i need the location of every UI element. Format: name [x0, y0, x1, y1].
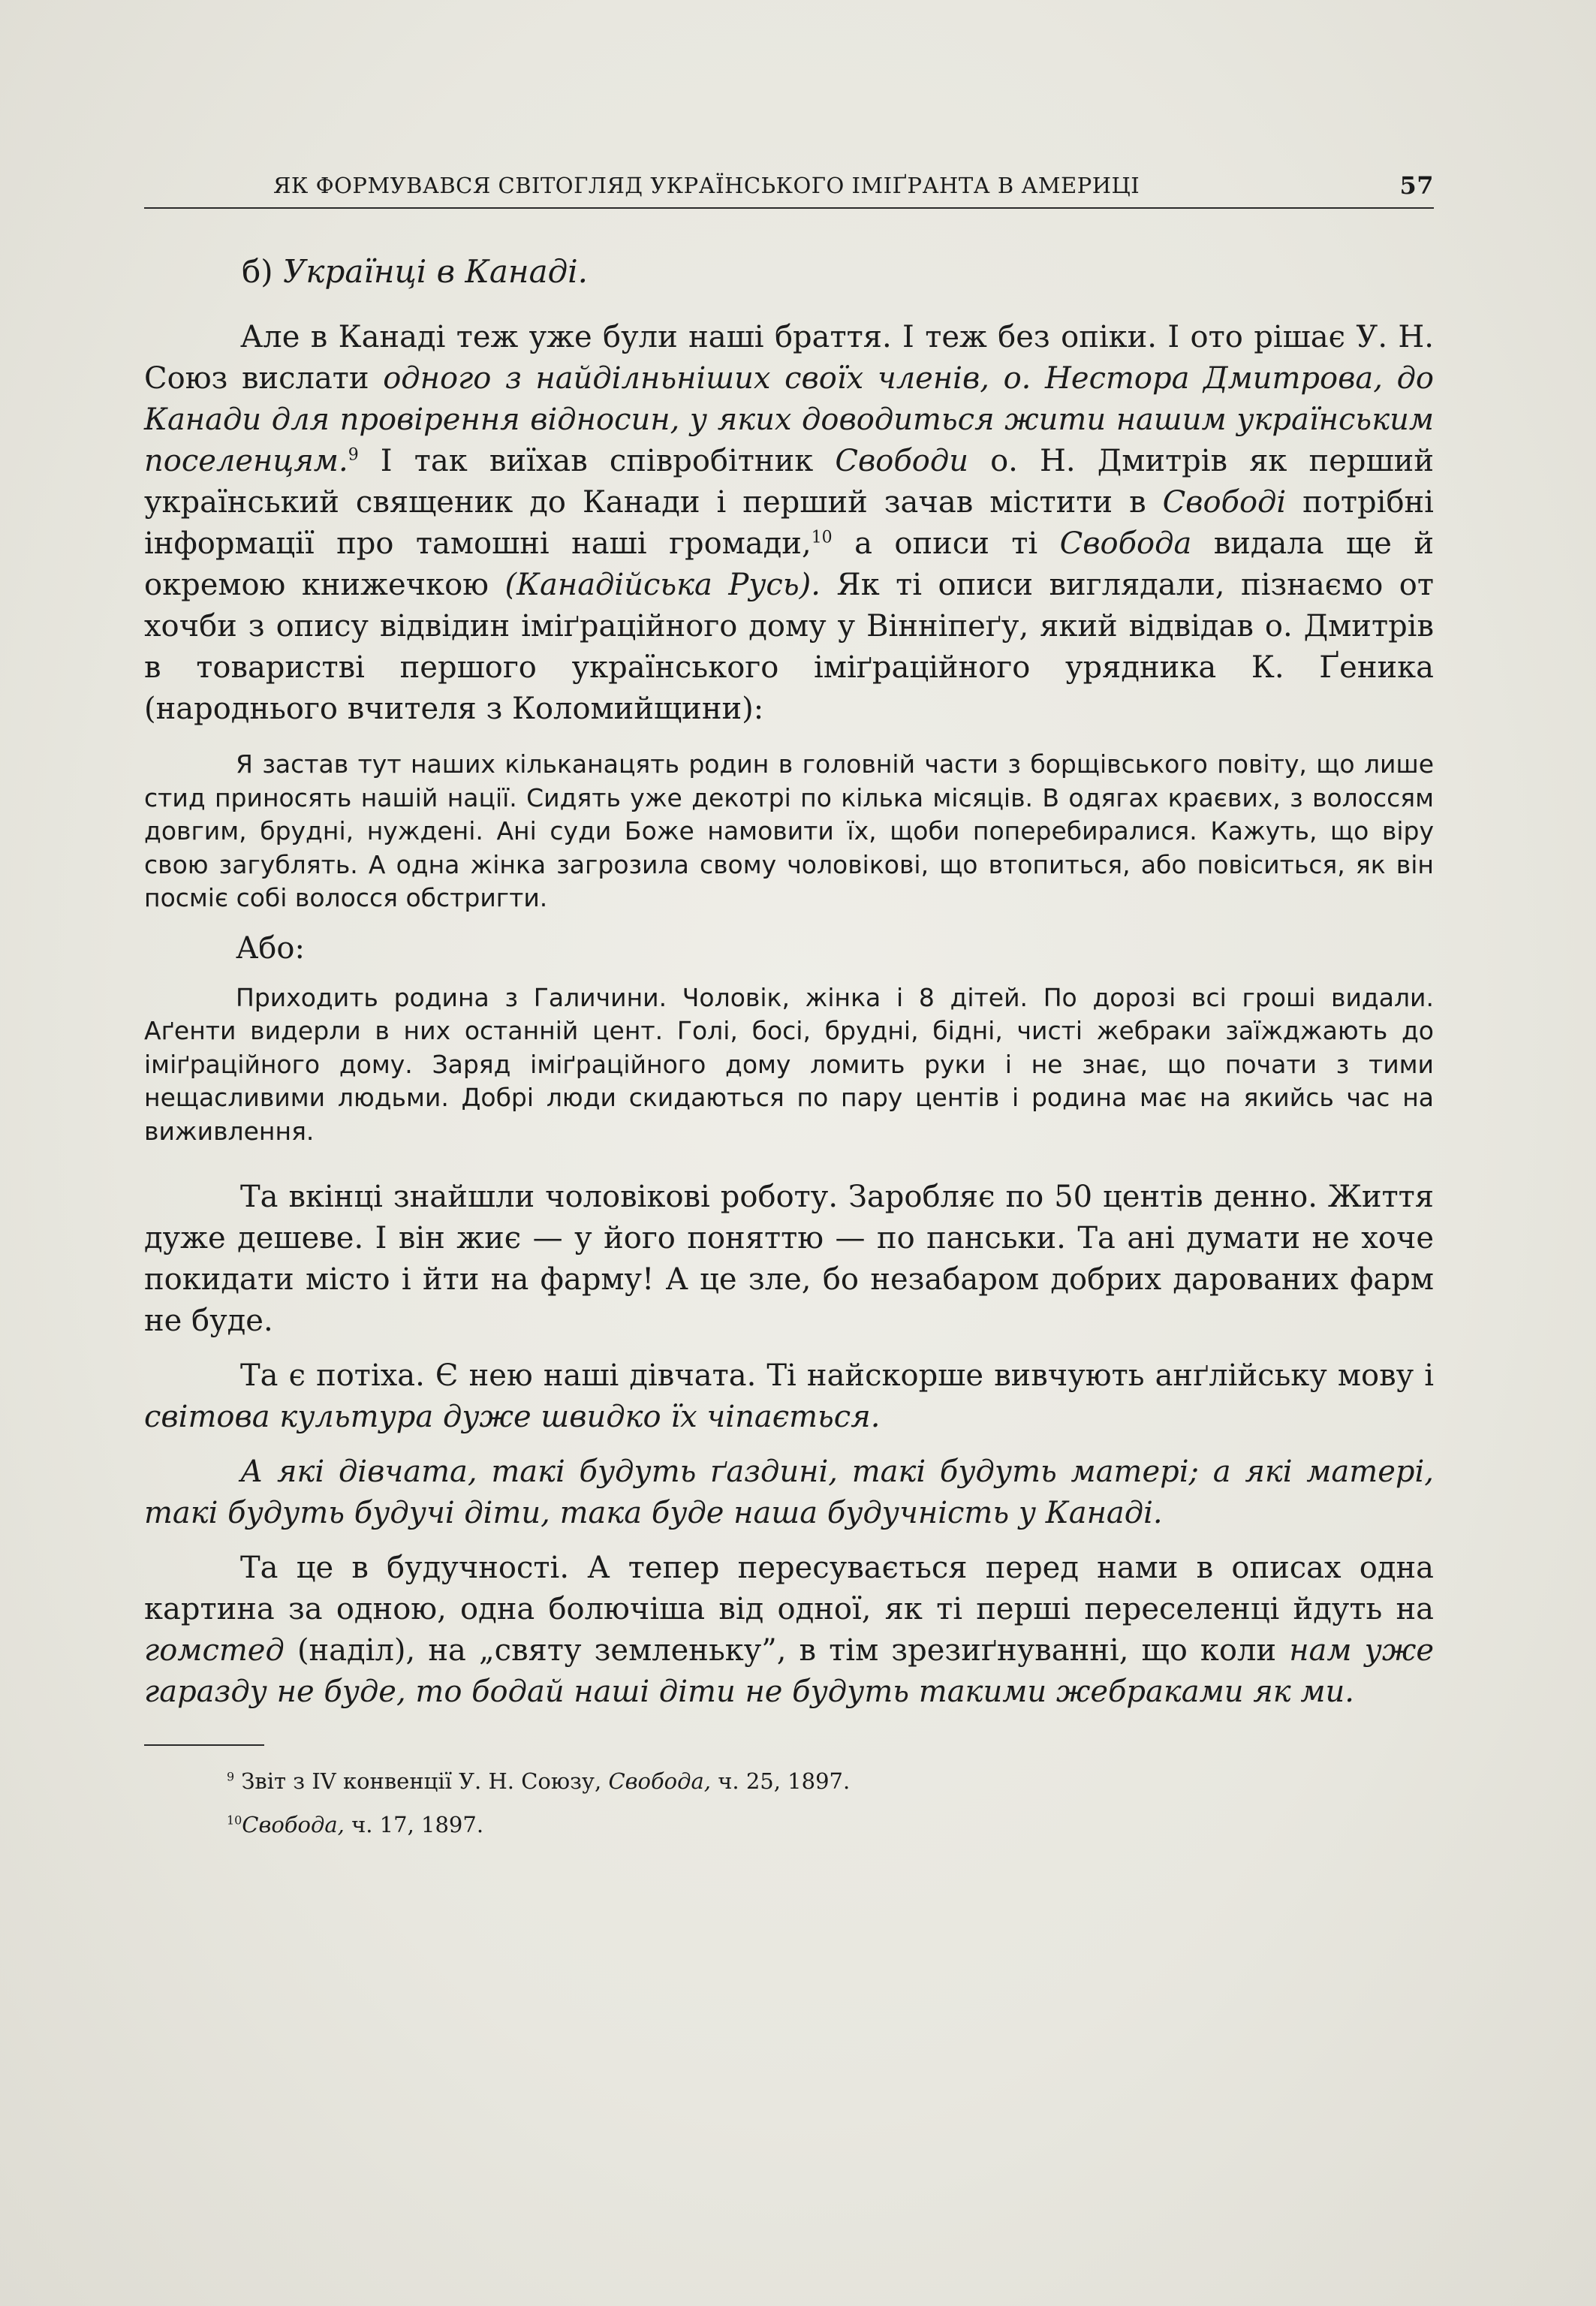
paragraph-text: Та є потіха. Є нею наші дівчата. Ті найскорше вивчують анґлійську мову і [240, 1358, 1434, 1393]
paragraph-4 [144, 1451, 1434, 1534]
section-label: б) [242, 253, 273, 290]
abo-label: Або: [236, 930, 305, 966]
footnote-italic: Свобода, [242, 1812, 345, 1837]
paragraph-text: Та це в будучності. А тепер пересувається перед нами в описах одна картина за одною, одна болючіша від одної, як ті перші переселенці йдуть на [144, 1551, 1434, 1626]
paragraph-italic: Свободи [835, 444, 968, 478]
paragraph-text: потрібні інформації про тамошні наші громади, [144, 485, 1434, 561]
footnote-italic: Свобода, [608, 1768, 712, 1794]
footnote-rule [144, 1744, 264, 1746]
footnote-text: ч. 25, 1897. [711, 1768, 851, 1794]
footnote-text: ч. 17, 1897. [344, 1812, 484, 1837]
footnote-ref-9: 9 [348, 445, 359, 465]
paragraph-italic: Свобода [1059, 526, 1192, 561]
paragraph-text: о. Н. Дмитрів як перший український священик до Канади і перший зачав містити в [144, 444, 1434, 520]
paragraph-text: видала ще й окремою книжечкою [144, 526, 1435, 602]
paragraph-2: Та вкінці знайшли чоловікові роботу. Заробляє по 50 центів денно. Життя дуже дешеве. І він жиє — у його поняттю — по панськи. Та ані думати не хоче покидати місто і йти на фарму! А це зле, бо незабаром добрих дарованих фарм не буде. [144, 1180, 1434, 1338]
paragraph-italic: гомстед [144, 1633, 285, 1668]
block-quote-1: Я застав тут наших кільканацять родин в головній части з борщівського повіту, що лише стид приносять нашій нації. Сидять уже декотрі по кілька місяців. В одягах краєвих, з волоссям довгим, брудні, нуждені. Ані суди Боже намовити їх, щоби поперебиралися. Кажуть, що віру свою загублять. А одна жінка загрозила свому чоловікові, що втопиться, або повіситься, як він посміє собі волосся обстригти. [144, 749, 1434, 912]
paragraph-5 [144, 1548, 1434, 1713]
section-title: Українці в Канаді. [283, 253, 589, 290]
footnote-text: Звіт з IV конвенції У. Н. Союзу, [234, 1768, 609, 1794]
header-rule [144, 207, 1434, 209]
paragraph-italic: Свободі [1162, 485, 1287, 520]
paragraph-1 [144, 317, 1434, 730]
block-quote-2: Приходить родина з Галичини. Чоловік, жінка і 8 дітей. По дорозі всі гроші видали. Аґенти видерли в них останній цент. Голі, босі, брудні, бідні, чисті жебраки заїжджають до іміґраційного дому. Заряд іміґраційного дому ломить руки і не знає, що почати з тими нещасливими людьми. Добрі люди скидаються по пару центів і родина має на якийсь час на виживлення. [144, 982, 1434, 1146]
paragraph-italic: нам уже гаразду не буде, то бодай наші діти не будуть такими жебраками як ми. [144, 1633, 1435, 1709]
footnote-number: 9 [227, 1769, 235, 1784]
paragraph-italic: А які дівчата, такі будуть ґаздині, такі будуть матері; а які матері, такі будуть будучі діти, така буде наша будучність у Канаді. [144, 1454, 1434, 1530]
paragraph-italic: одного з найділньніших своїх членів, о. Нестора Дмитрова, до Канади для провірення відносин, у яких доводиться жити нашим українським поселенцям. [144, 361, 1435, 478]
paragraph-text: Як ті описи виглядали, пізнаємо от хочби з опису відвідин іміґраційного дому у Вінніпеґу, який відвідав о. Дмитрів в товаристві першого українського іміґраційного урядника К. Ґеника (народнього вчителя з Коломийщини): [144, 568, 1434, 726]
footnote-ref-10: 10 [811, 528, 833, 547]
footnote-9 [227, 1764, 1434, 1798]
footnote-10 [227, 1807, 1434, 1842]
footnote-number: 10 [227, 1813, 242, 1828]
paragraph-text: Але в Канаді теж уже були наші браття. І теж без опіки. І ото рішає У. Н. Союз вислати [144, 320, 1434, 396]
paragraph-text: (наділ), на „святу земленьку”, в тім зрезиґнуванні, що коли [284, 1633, 1290, 1668]
page-number: 57 [1399, 171, 1434, 200]
book-page [144, 167, 1434, 1842]
paragraph-text: І так виїхав співробітник [358, 444, 836, 478]
section-heading [242, 252, 1434, 291]
paragraph-3 [144, 1355, 1434, 1438]
page-header [144, 167, 1434, 204]
paragraph-italic: (Канадійська Русь). [504, 568, 821, 602]
running-title: ЯК ФОРМУВАВСЯ СВІТОГЛЯД УКРАЇНСЬКОГО ІМІҐРАНТА В АМЕРИЦІ [273, 173, 1140, 198]
paragraph-text: а описи ті [832, 526, 1060, 561]
paragraph-italic: світова культура дуже швидко їх чіпається. [144, 1400, 881, 1434]
